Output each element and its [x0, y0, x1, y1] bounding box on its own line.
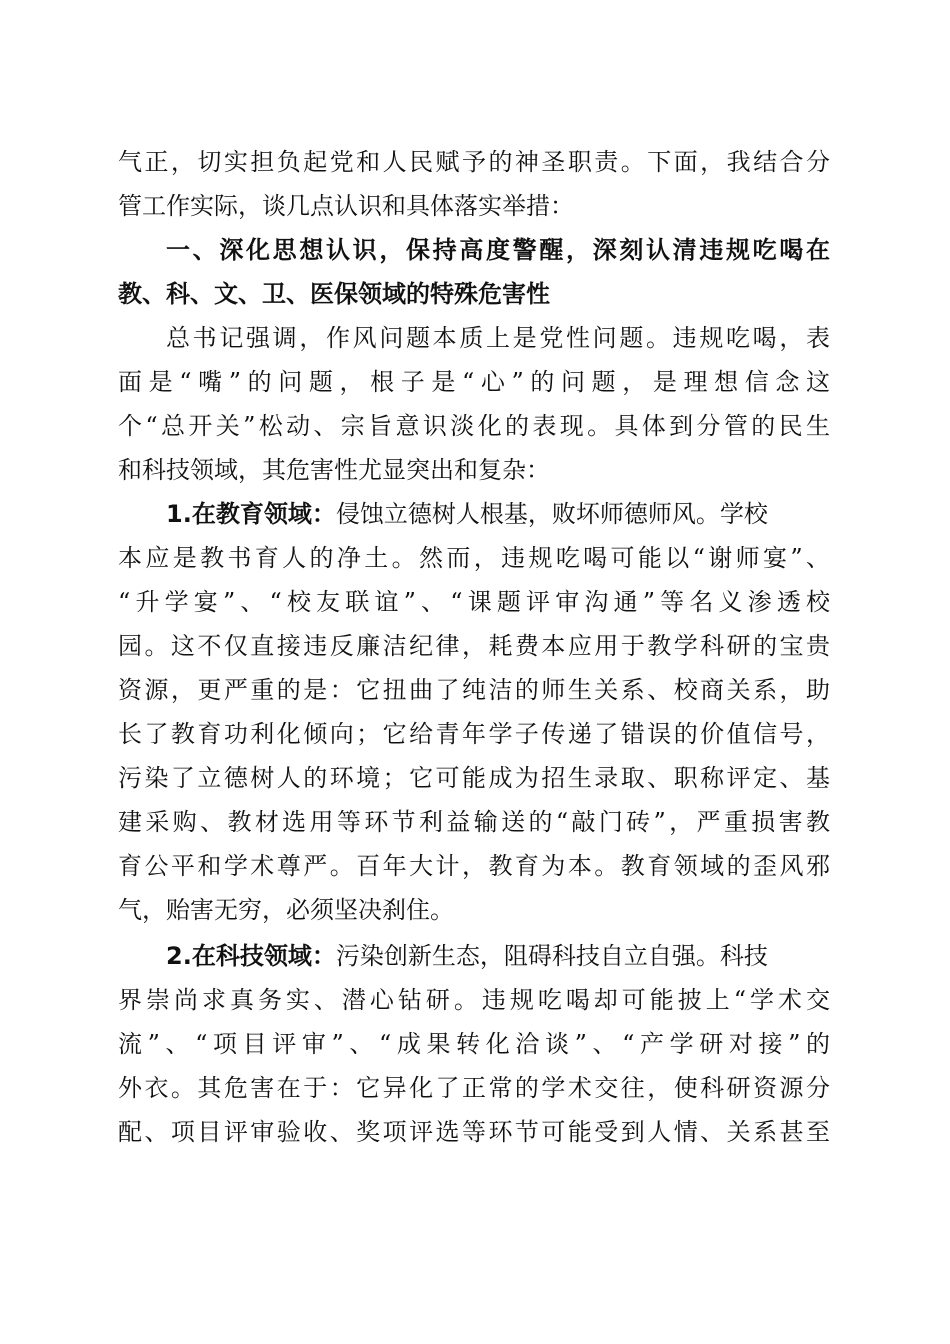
- paragraph-line: 管工作实际，谈几点认识和具体落实举措：: [118, 192, 574, 220]
- paragraph-line: 流”、“项目评审”、“成果转化洽谈”、“产学研对接”的: [118, 1030, 830, 1058]
- paragraph-line: “升学宴”、“校友联谊”、“课题评审沟通”等名义渗透校: [118, 588, 830, 616]
- paragraph-line: 面是“嘴”的问题，根子是“心”的问题，是理想信念这: [118, 368, 830, 396]
- paragraph-line: 气，贻害无穷，必须坚决刹住。: [118, 896, 454, 924]
- paragraph-line: 资源，更严重的是：它扭曲了纯洁的师生关系、校商关系，助: [118, 676, 830, 704]
- paragraph-line: 园。这不仅直接违反廉洁纪律，耗费本应用于教学科研的宝贵: [118, 632, 830, 660]
- section-heading: 一、深化思想认识，保持高度警醒，深刻认清违规吃喝在: [166, 236, 830, 264]
- paragraph-line: 长了教育功利化倾向；它给青年学子传递了错误的价值信号，: [118, 720, 830, 748]
- item-text: 污染创新生态，阻碍科技自立自强。科技: [335, 942, 768, 970]
- paragraph-line: 气正，切实担负起党和人民赋予的神圣职责。下面，我结合分: [118, 148, 830, 176]
- paragraph-line: 育公平和学术尊严。百年大计，教育为本。教育领域的歪风邪: [118, 852, 830, 880]
- paragraph-line: 污染了立德树人的环境；它可能成为招生录取、职称评定、基: [118, 764, 830, 792]
- section-heading: 教、科、文、卫、医保领域的特殊危害性: [118, 280, 550, 308]
- item-text: 侵蚀立德树人根基，败坏师德师风。学校: [335, 500, 768, 528]
- paragraph-line: 个“总开关”松动、宗旨意识淡化的表现。具体到分管的民生: [118, 412, 830, 440]
- paragraph-line: 建采购、教材选用等环节利益输送的“敲门砖”，严重损害教: [118, 808, 830, 836]
- paragraph-line: [166, 934, 830, 978]
- paragraph-line: 本应是教书育人的净土。然而，违规吃喝可能以“谢师宴”、: [118, 544, 830, 572]
- paragraph-line: 和科技领域，其危害性尤显突出和复杂：: [118, 456, 550, 484]
- paragraph-line: [166, 492, 830, 536]
- paragraph-line: 总书记强调，作风问题本质上是党性问题。违规吃喝，表: [166, 324, 830, 352]
- paragraph-line: 配、项目评审验收、奖项评选等环节可能受到人情、关系甚至: [118, 1118, 830, 1146]
- item-lead: 1.在教育领域：: [166, 500, 336, 528]
- item-lead: 2.在科技领域：: [166, 942, 336, 970]
- paragraph-line: 界崇尚求真务实、潜心钻研。违规吃喝却可能披上“学术交: [118, 986, 830, 1014]
- paragraph-line: 外衣。其危害在于：它异化了正常的学术交往，使科研资源分: [118, 1074, 830, 1102]
